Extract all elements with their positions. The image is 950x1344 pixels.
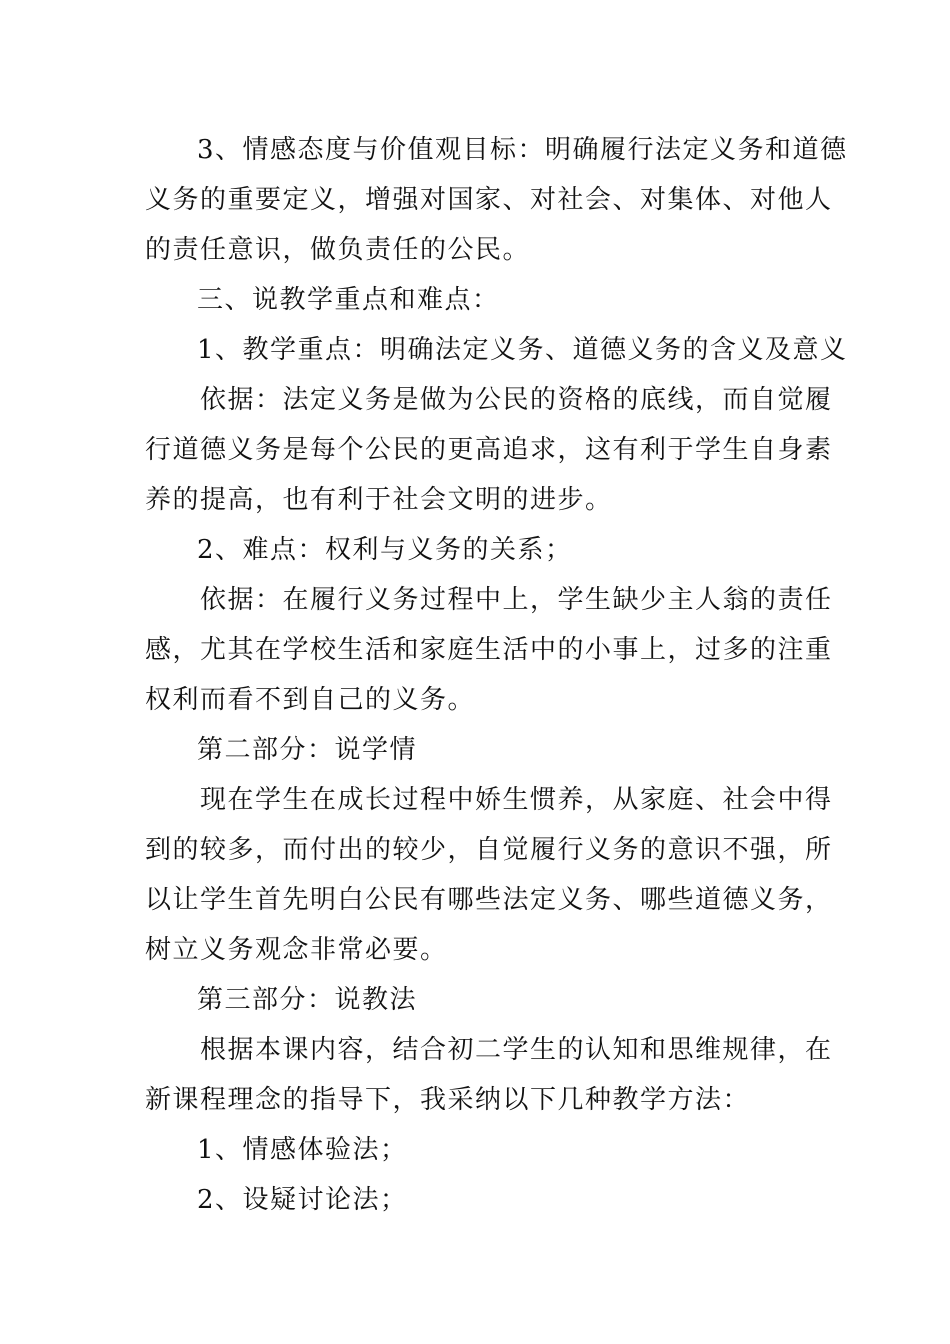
- paragraph-line: 权利而看不到自己的义务。: [145, 685, 476, 715]
- section-heading: 三、说教学重点和难点：: [197, 285, 500, 315]
- list-item: 1、情感体验法；: [197, 1135, 408, 1165]
- paragraph-line: 1、教学重点：明确法定义务、道德义务的含义及意义: [197, 335, 848, 365]
- paragraph-line: 以让学生首先明白公民有哪些法定义务、哪些道德义务，: [145, 885, 833, 915]
- paragraph-line: 依据：法定义务是做为公民的资格的底线，而自觉履: [200, 385, 833, 415]
- paragraph-line: 感，尤其在学校生活和家庭生活中的小事上，过多的注重: [145, 635, 833, 665]
- paragraph-line: 3、情感态度与价值观目标：明确履行法定义务和道德: [197, 135, 848, 165]
- paragraph-line: 树立义务观念非常必要。: [145, 935, 448, 965]
- paragraph-line: 义务的重要定义，增强对国家、对社会、对集体、对他人: [145, 185, 833, 215]
- paragraph-line: 2、难点：权利与义务的关系；: [197, 535, 573, 565]
- section-heading: 第二部分：说学情: [197, 735, 418, 765]
- paragraph-line: 根据本课内容，结合初二学生的认知和思维规律，在: [200, 1035, 833, 1065]
- list-item: 2、设疑讨论法；: [197, 1185, 408, 1215]
- paragraph-line: 行道德义务是每个公民的更高追求，这有利于学生自身素: [145, 435, 833, 465]
- paragraph-line: 依据：在履行义务过程中上，学生缺少主人翁的责任: [200, 585, 833, 615]
- paragraph-line: 新课程理念的指导下，我采纳以下几种教学方法：: [145, 1085, 751, 1115]
- section-heading: 第三部分：说教法: [197, 985, 418, 1015]
- paragraph-line: 的责任意识，做负责任的公民。: [145, 235, 531, 265]
- paragraph-line: 到的较多，而付出的较少，自觉履行义务的意识不强，所: [145, 835, 833, 865]
- paragraph-line: 现在学生在成长过程中娇生惯养，从家庭、社会中得: [200, 785, 833, 815]
- paragraph-line: 养的提高，也有利于社会文明的进步。: [145, 485, 613, 515]
